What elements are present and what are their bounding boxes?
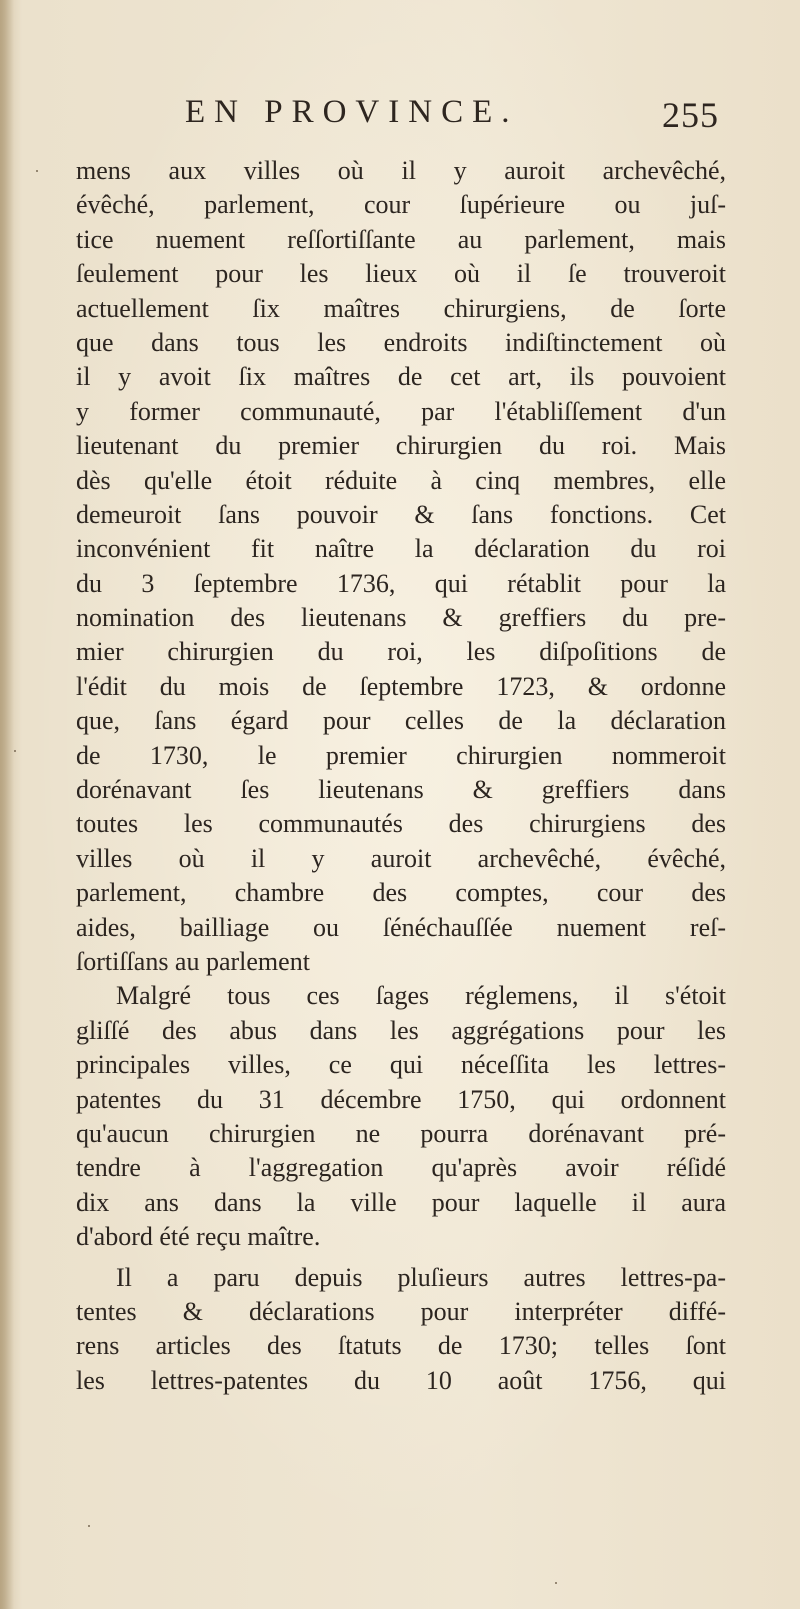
text-line: tendre à l'aggregation qu'après avoir réſidé: [76, 1153, 726, 1183]
text-line: dix ans dans la ville pour laquelle il aura: [76, 1187, 726, 1217]
text-line: mens aux villes où il y auroit archevêché,: [76, 156, 726, 185]
body-text: [76, 154, 726, 1398]
running-head: [0, 88, 800, 138]
text-line: y former communauté, par l'établiſſement d'un: [76, 396, 726, 426]
text-line: gliſſé des abus dans les aggrégations pour les: [76, 1015, 726, 1045]
text-line: ſeulement pour les lieux où il ſe trouveroit: [76, 259, 726, 289]
text-line: évêché, parlement, cour ſupérieure ou juſ-: [76, 190, 726, 220]
text-line: rens articles des ſtatuts de 1730; telles ſont: [76, 1331, 726, 1361]
text-line: dès qu'elle étoit réduite à cinq membres, elle: [76, 465, 726, 495]
paper-speck: [14, 750, 16, 752]
paragraph-start-line: Il a paru depuis pluſieurs autres lettres-pa-: [116, 1262, 726, 1292]
text-line: demeuroit ſans pouvoir & ſans fonctions. Cet: [76, 499, 726, 529]
page-number: 255: [662, 95, 719, 135]
text-line: actuellement ſix maîtres chirurgiens, de ſorte: [76, 293, 726, 323]
text-line: mier chirurgien du roi, les diſpoſitions de: [76, 637, 726, 667]
text-line: villes où il y auroit archevêché, évêché,: [76, 843, 726, 873]
paragraph-end-line: d'abord été reçu maître.: [76, 1222, 321, 1252]
text-line: principales villes, ce qui néceſſita les lettres-: [76, 1050, 726, 1080]
paragraph-start-line: Malgré tous ces ſages réglemens, il s'étoit: [116, 981, 726, 1011]
text-line: de 1730, le premier chirurgien nommeroit: [76, 740, 726, 770]
text-line: tice nuement reſſortiſſante au parlement, mais: [76, 224, 726, 254]
text-line: du 3 ſeptembre 1736, qui rétablit pour la: [76, 568, 726, 598]
paper-speck: [36, 170, 38, 172]
paper-speck: [555, 1582, 557, 1584]
text-line: nomination des lieutenans & greffiers du pre-: [76, 603, 726, 633]
text-line: lieutenant du premier chirurgien du roi. Mais: [76, 431, 726, 461]
running-title: EN PROVINCE.: [185, 94, 519, 130]
text-line: l'édit du mois de ſeptembre 1723, & ordonne: [76, 671, 726, 701]
text-line: parlement, chambre des comptes, cour des: [76, 878, 726, 908]
text-line: toutes les communautés des chirurgiens des: [76, 809, 726, 839]
text-line: dorénavant ſes lieutenans & greffiers dans: [76, 775, 726, 805]
text-line: inconvénient fit naître la déclaration du roi: [76, 534, 726, 564]
text-line: que dans tous les endroits indiſtinctement où: [76, 327, 726, 357]
text-line: que, ſans égard pour celles de la déclaration: [76, 706, 726, 736]
paper-speck: [88, 1525, 90, 1527]
paragraph-end-line: ſortiſſans au parlement: [76, 946, 310, 976]
text-line: il y avoit ſix maîtres de cet art, ils pouvoient: [76, 362, 726, 392]
text-line: patentes du 31 décembre 1750, qui ordonnent: [76, 1084, 726, 1114]
text-line: tentes & déclarations pour interpréter diffé-: [76, 1296, 726, 1326]
text-line: les lettres-patentes du 10 août 1756, qui: [76, 1365, 726, 1395]
text-line: aides, bailliage ou ſénéchauſſée nuement reſ-: [76, 912, 726, 942]
binding-gutter: [0, 0, 14, 1609]
text-line: qu'aucun chirurgien ne pourra dorénavant pré-: [76, 1118, 726, 1148]
